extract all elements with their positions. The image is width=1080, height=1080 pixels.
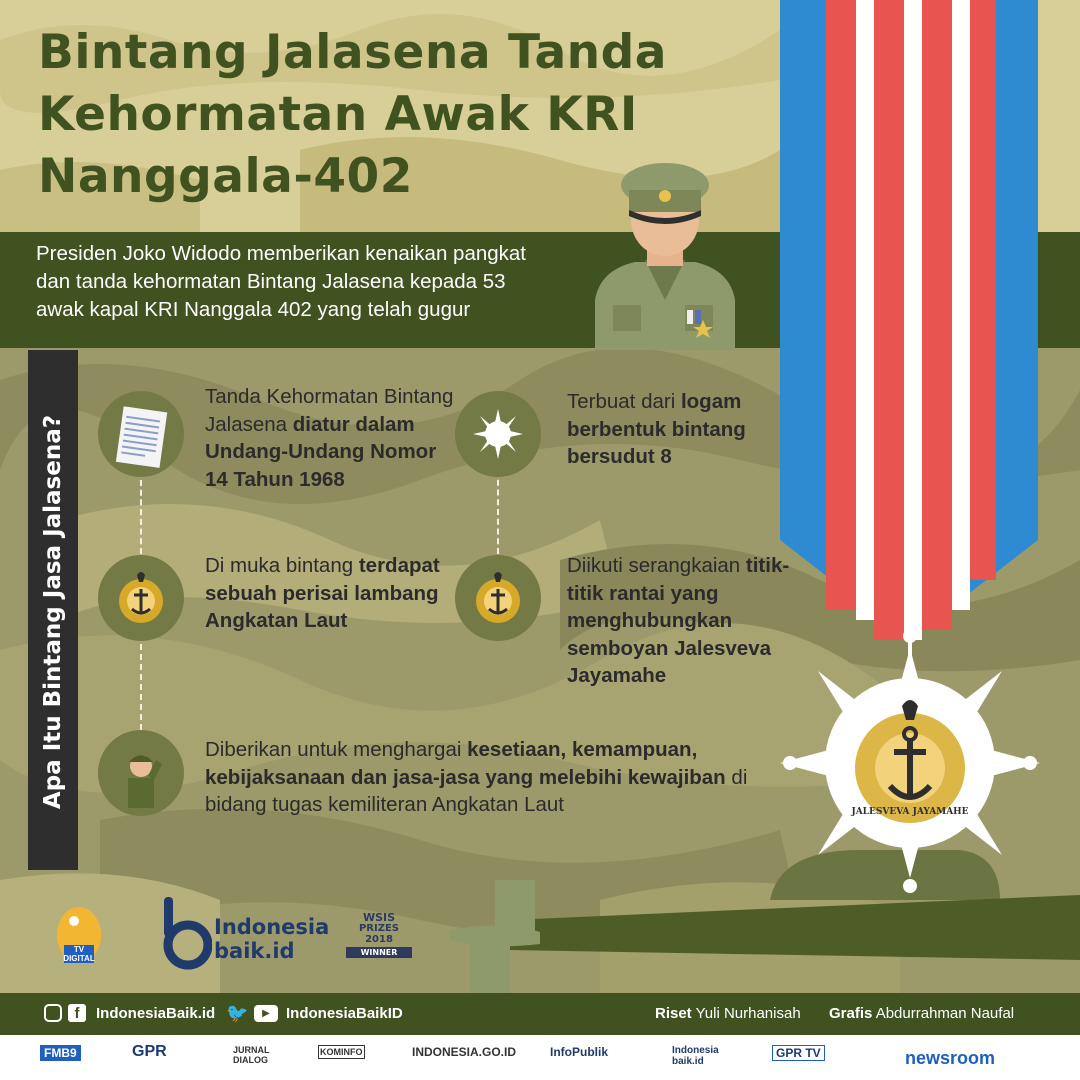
navy-emblem-icon	[98, 555, 184, 641]
side-label-text: Apa Itu Bintang Jasa Jalasena?	[40, 414, 66, 810]
intro-text	[36, 240, 576, 324]
item-shield-plain: Di muka bintang	[205, 554, 359, 577]
partner-logo-jurnal-dialog[interactable]: JURNAL DIALOG	[233, 1045, 270, 1065]
item-material-text	[567, 388, 787, 471]
partner-logo-fmb9[interactable]: FMB9	[40, 1045, 81, 1061]
intro-line-2: dan tanda kehormatan Bintang Jalasena kepada 53	[36, 270, 506, 293]
wsis-line-3: 2018	[365, 934, 393, 945]
grafis-credit	[829, 1005, 1014, 1022]
medal-star-8-point	[780, 628, 1040, 898]
item-purpose-bold: kesetiaan, kemampuan, kebijaksanaan dan jasa-jasa yang melebihi kewajiban	[205, 738, 726, 789]
grafis-label: Grafis	[829, 1005, 873, 1022]
partner-logo-kominfo[interactable]: KOMINFO	[320, 1047, 363, 1057]
medal-ribbon	[780, 0, 1038, 640]
item-purpose-text	[205, 736, 785, 819]
wsis-line-2: PRIZES	[358, 923, 400, 934]
wsis-line-1: WSIS	[362, 911, 396, 924]
partner-logo-gpr-tv[interactable]: GPR TV	[772, 1045, 825, 1061]
riset-credit	[655, 1005, 801, 1022]
medal-motto: JALESVEVA JAYAMAHE	[851, 807, 969, 817]
tv-digital-badge: TV DIGITAL	[63, 945, 95, 963]
partner-logo-gpr[interactable]: GPR	[132, 1043, 167, 1060]
saluting-soldier-icon	[98, 730, 184, 816]
law-document-icon	[98, 391, 184, 477]
star-shape-icon	[455, 391, 541, 477]
connector-dash	[497, 470, 499, 554]
item-chain-bold: titik-titik rantai yang menghubungkan semboyan Jalesveva Jayamahe	[567, 554, 790, 687]
indonesiabaik-logo[interactable]	[162, 895, 330, 975]
instagram-icon[interactable]	[44, 1004, 62, 1022]
item-purpose-tail: di bidang tugas kemiliteran Angkatan Laut	[205, 765, 748, 816]
item-law-plain: Tanda Kehormatan Bintang Jalasena	[205, 385, 454, 436]
facebook-icon[interactable]: f	[68, 1004, 86, 1022]
intro-line-3: awak kapal KRI Nanggala 402 yang telah gugur	[36, 298, 471, 321]
item-chain-plain: Diikuti serangkaian	[567, 554, 746, 577]
item-material-plain: Terbuat dari	[567, 390, 681, 413]
indonesiabaik-mark-icon	[162, 895, 212, 970]
item-purpose-plain: Diberikan untuk menghargai	[205, 738, 468, 761]
title-line-1: Bintang Jalasena Tanda	[38, 25, 667, 80]
intro-line-1: Presiden Joko Widodo memberikan kenaikan pangkat	[36, 242, 526, 265]
title-line-2: Kehormatan Awak KRI	[38, 87, 638, 142]
youtube-icon[interactable]: ▶	[254, 1005, 278, 1022]
item-law-text	[205, 383, 455, 493]
partner-logo-infopublik[interactable]: InfoPublik	[550, 1045, 608, 1059]
item-chain-text	[567, 552, 797, 690]
item-material-bold: logam berbentuk bintang bersudut 8	[567, 390, 746, 468]
connector-dash	[140, 644, 142, 730]
footer-credits	[0, 993, 1080, 1035]
twitter-icon[interactable]: 🐦	[226, 1003, 249, 1023]
item-law-bold: diatur dalam Undang-Undang Nomor 14 Tahun 1968	[205, 412, 437, 491]
riset-name: Yuli Nurhanisah	[695, 1005, 801, 1022]
navy-emblem-icon	[455, 555, 541, 641]
item-shield-text	[205, 552, 445, 635]
item-shield-bold: terdapat sebuah perisai lambang Angkatan Laut	[205, 554, 440, 632]
brand-line-1: Indonesia	[214, 915, 330, 939]
social-handle-1[interactable]: IndonesiaBaik.id	[96, 1005, 216, 1022]
brand-line-2: baik.id	[214, 939, 295, 963]
partner-logo-indonesia-go-id[interactable]: INDONESIA.GO.ID	[412, 1045, 517, 1059]
partner-logo-indonesiabaik[interactable]: Indonesia baik.id	[672, 1045, 719, 1067]
grafis-name: Abdurrahman Naufal	[875, 1005, 1015, 1022]
partner-logo-newsroom[interactable]: newsroom	[905, 1048, 996, 1068]
wsis-line-4: WINNER	[346, 947, 412, 958]
social-handle-2[interactable]: IndonesiaBaikID	[286, 1005, 403, 1022]
wsis-prize-badge	[346, 912, 412, 958]
connector-dash	[140, 480, 142, 554]
tv-digital-mascot-logo	[44, 895, 114, 970]
riset-label: Riset	[655, 1005, 692, 1022]
title-line-3: Nanggala-402	[38, 149, 413, 204]
navy-officer-illustration	[585, 160, 745, 350]
